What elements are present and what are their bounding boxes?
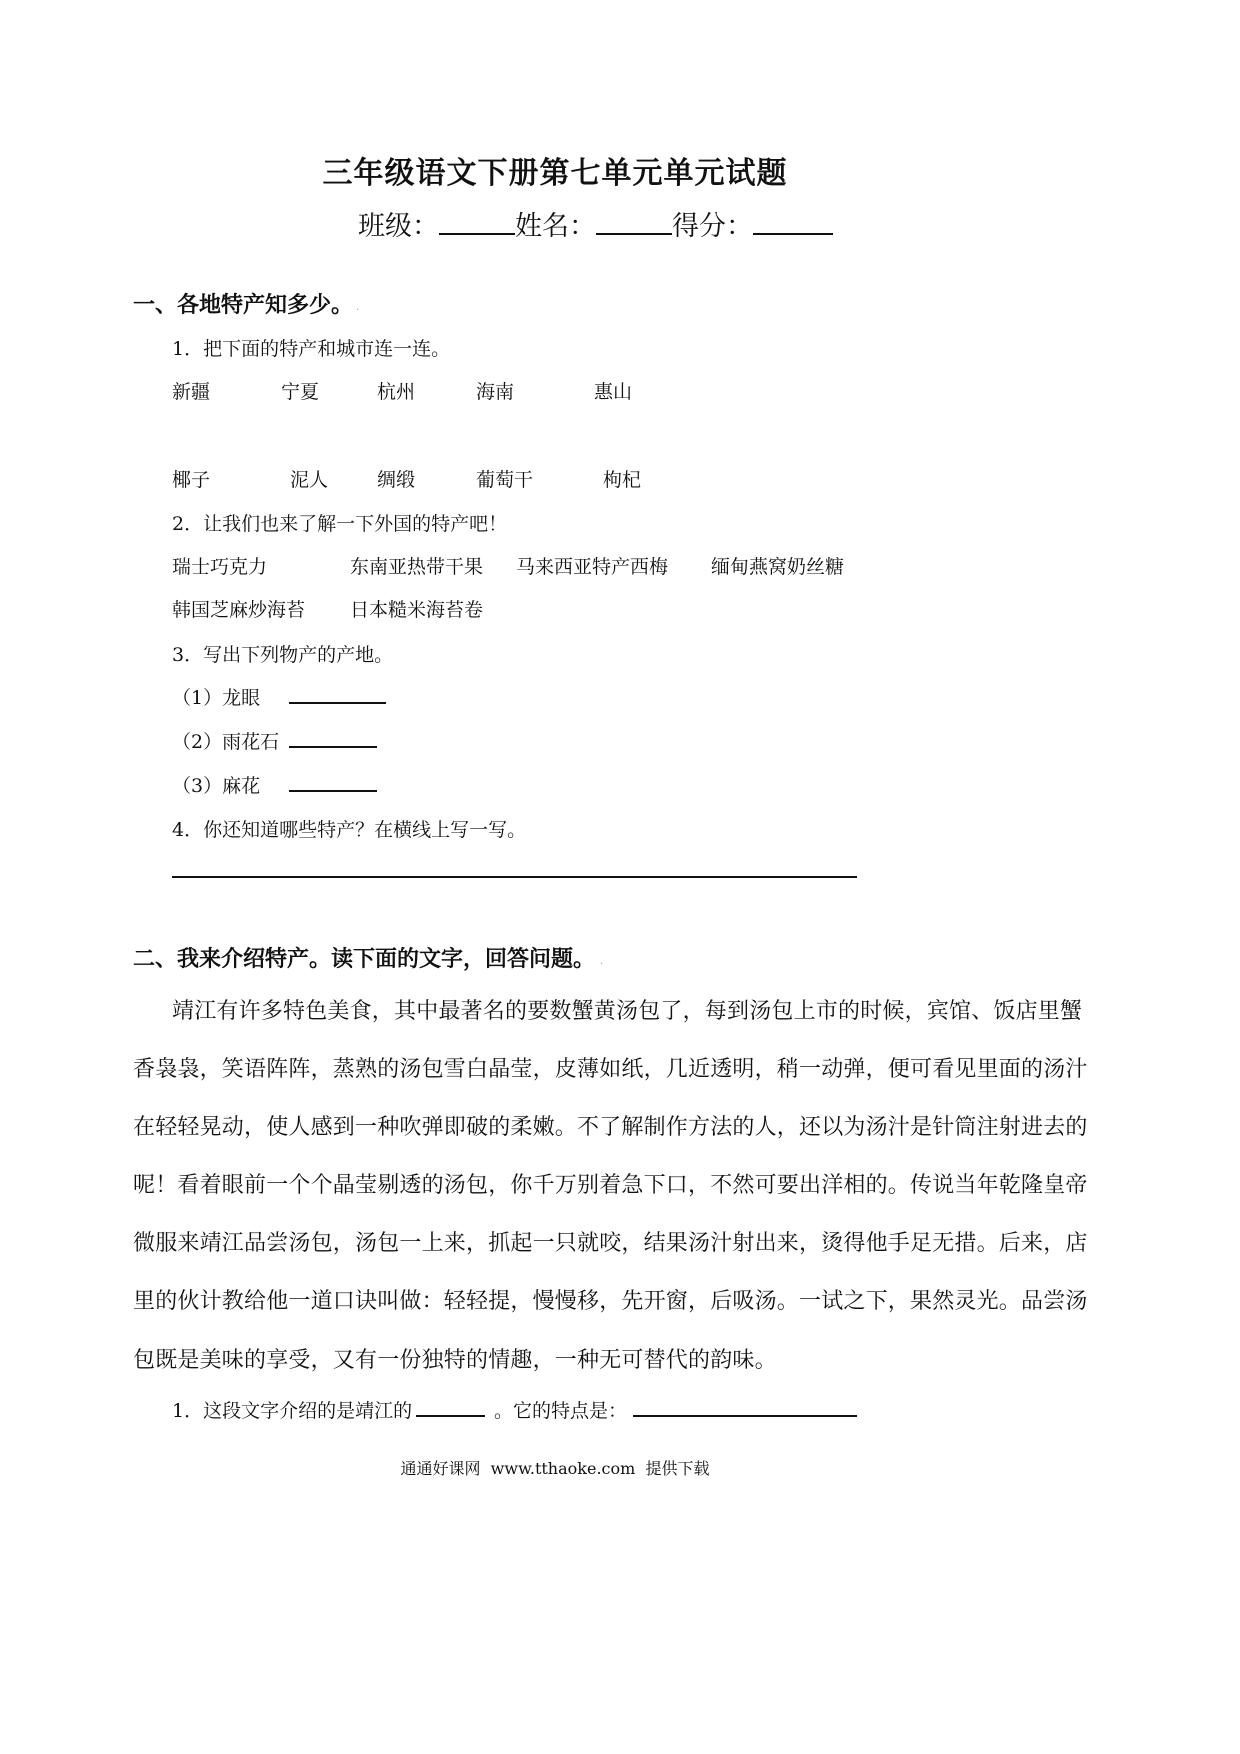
scan-mark: .	[600, 956, 604, 967]
student-info-line	[358, 204, 833, 243]
passage-line: 里的伙计教给他一道口诀叫做：轻轻提，慢慢移，先开窗，后吸汤。一试之下，果然灵光。品尝汤	[133, 1289, 1088, 1314]
city-item[interactable]: 新疆	[172, 381, 211, 403]
class-label: 班级：	[358, 211, 439, 242]
s1-q3-item: （1）龙眼	[172, 687, 261, 709]
section1-heading: 一、各地特产知多少。	[133, 293, 354, 318]
passage-line: 香袅袅，笑语阵阵，蒸熟的汤包雪白晶莹，皮薄如纸，几近透明，稍一动弹，便可看见里面的汤汁	[133, 1057, 1088, 1082]
page-title: 三年级语文下册第七单元单元试题	[322, 156, 788, 191]
scan-mark: .	[356, 302, 360, 313]
product-item[interactable]: 椰子	[172, 469, 211, 491]
s1-q3-item: （2）雨花石	[172, 731, 280, 753]
s2-q1-part1: 1．这段文字介绍的是靖江的	[172, 1400, 413, 1422]
product-item[interactable]: 绸缎	[377, 469, 416, 491]
class-blank[interactable]	[439, 207, 515, 235]
product-item[interactable]: 泥人	[290, 469, 329, 491]
passage-line: 微服来靖江品尝汤包，汤包一上来，抓起一只就咬，结果汤汁射出来，烫得他手足无措。后来，店	[133, 1231, 1088, 1256]
answer-blank[interactable]	[416, 1398, 485, 1417]
s1-q1-prompt: 1．把下面的特产和城市连一连。	[172, 338, 451, 360]
s1-q3-item: （3）麻花	[172, 775, 261, 797]
answer-line[interactable]	[172, 860, 857, 878]
passage-line: 在轻轻晃动，使人感到一种吹弹即破的柔嫩。不了解制作方法的人，还以为汤汁是针筒注射进去的	[133, 1115, 1088, 1140]
foreign-product: 马来西亚特产西梅	[516, 556, 669, 578]
foreign-product: 东南亚热带干果	[350, 556, 484, 578]
answer-blank[interactable]	[633, 1398, 857, 1417]
city-item[interactable]: 宁夏	[281, 381, 320, 403]
passage-line: 靖江有许多特色美食，其中最著名的要数蟹黄汤包了，每到汤包上市的时候，宾馆、饭店里蟹	[172, 999, 1083, 1024]
s1-q3-prompt: 3．写出下列物产的产地。	[172, 644, 394, 666]
section2-heading: 二、我来介绍特产。读下面的文字，回答问题。	[133, 947, 596, 972]
foreign-product: 韩国芝麻炒海苔	[172, 599, 306, 621]
foreign-product: 瑞士巧克力	[172, 556, 268, 578]
answer-blank[interactable]	[289, 774, 377, 792]
city-item[interactable]: 惠山	[594, 381, 633, 403]
name-label: 姓名：	[515, 211, 596, 242]
passage-line: 包既是美味的享受，又有一份独特的情趣，一种无可替代的韵味。	[133, 1348, 777, 1373]
s1-q4-prompt: 4．你还知道哪些特产？在横线上写一写。	[172, 819, 527, 841]
product-item[interactable]: 葡萄干	[476, 469, 534, 491]
answer-blank[interactable]	[289, 730, 377, 748]
s2-q1-part2: 。它的特点是：	[494, 1400, 628, 1422]
city-item[interactable]: 杭州	[377, 381, 416, 403]
product-item[interactable]: 枸杞	[603, 469, 642, 491]
footer-credit: 通通好课网 www.tthaoke.com 提供下载	[400, 1459, 710, 1478]
s1-q2-prompt: 2．让我们也来了解一下外国的特产吧！	[172, 513, 508, 535]
score-blank[interactable]	[753, 207, 833, 235]
score-label: 得分：	[672, 211, 753, 242]
name-blank[interactable]	[596, 207, 672, 235]
foreign-product: 缅甸燕窝奶丝糖	[711, 556, 845, 578]
foreign-product: 日本糙米海苔卷	[350, 599, 484, 621]
answer-blank[interactable]	[289, 686, 386, 704]
city-item[interactable]: 海南	[476, 381, 515, 403]
passage-line: 呢！看着眼前一个个晶莹剔透的汤包，你千万别着急下口，不然可要出洋相的。传说当年乾隆皇帝	[133, 1173, 1088, 1198]
